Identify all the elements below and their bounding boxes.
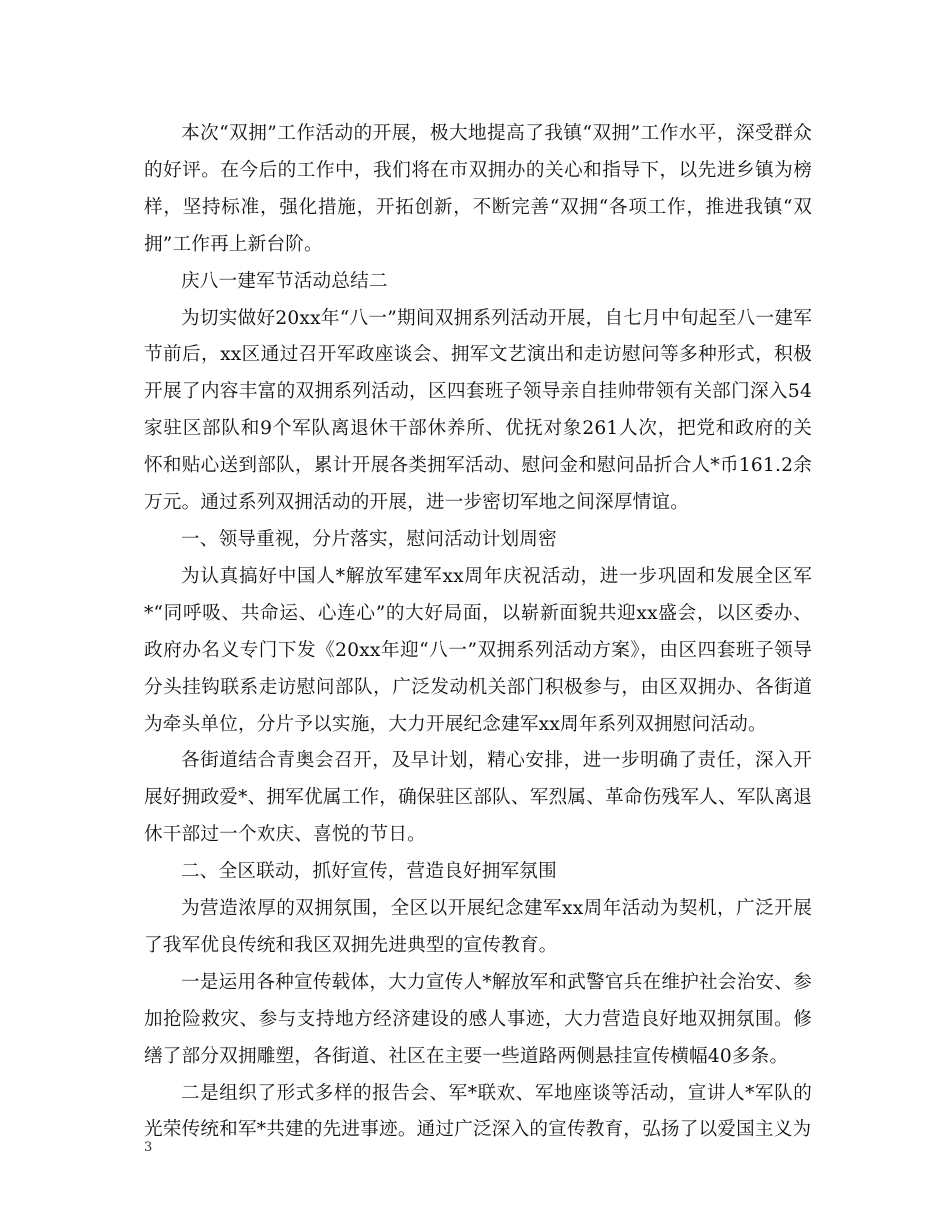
paragraph-5: 为认真搞好中国人*解放军建军xx周年庆祝活动，进一步巩固和发展全区军*“同呼吸、共命运、心连心”的大好局面，以崭新面貌共迎xx盛会，以区委办、政府办名义专门下发《20xx年迎“八一”双拥系列活动方案》，由区四套班子领导分头挂钩联系走访慰问部队，广泛发动机关部门积极参与，由区双拥办、各街道为牵头单位，分片予以实施，大力开展纪念建军xx周年系列双拥慰问活动。 — [144, 565, 812, 735]
page-number: 3 — [144, 1140, 153, 1155]
heading-two: 二、全区联动，抓好宣传，营造良好拥军氛围 — [181, 861, 557, 883]
paragraph-6: 各街道结合青奥会召开，及早计划，精心安排，进一步明确了责任，深入开展好拥政爱*、拥军优属工作，确保驻区部队、军烈属、革命伤残军人、军队离退休干部过一个欢庆、喜悦的节日。 — [144, 750, 812, 846]
paragraph-10: 二是组织了形式多样的报告会、军*联欢、军地座谈等活动，宣讲人*军队的光荣传统和军*共建的先进事迹。通过广泛深入的宣传教育，弘扬了以爱国主义为 — [144, 1082, 812, 1141]
document-body — [144, 116, 812, 1149]
paragraph-9: 一是运用各种宣传载体，大力宣传人*解放军和武警官兵在维护社会治安、参加抢险救灾、参与支持地方经济建设的感人事迹，大力营造良好地双拥氛围。修缮了部分双拥雕塑，各街道、社区在主要一些道路两侧悬挂宣传横幅40多条。 — [144, 971, 812, 1067]
heading-one: 一、领导重视，分片落实，慰问活动计划周密 — [181, 528, 557, 550]
section-title-2: 庆八一建军节活动总结二 — [181, 270, 388, 292]
paragraph-1: 本次“双拥”工作活动的开展，极大地提高了我镇“双拥”工作水平，深受群众的好评。在今后的工作中，我们将在市双拥办的关心和指导下，以先进乡镇为榜样，坚持标准，强化措施，开拓创新，不断完善“双拥“各项工作，推进我镇“双拥”工作再上新台阶。 — [144, 123, 812, 255]
paragraph-3: 为切实做好20xx年“八一”期间双拥系列活动开展，自七月中旬起至八一建军节前后，xx区通过召开军政座谈会、拥军文艺演出和走访慰问等多种形式，积极开展了内容丰富的双拥系列活动，区四套班子领导亲自挂帅带领有关部门深入54家驻区部队和9个军队离退休干部休养所、优抚对象261人次，把党和政府的关怀和贴心送到部队，累计开展各类拥军活动、慰问金和慰问品折合人*币161.2余万元。通过系列双拥活动的开展，进一步密切军地之间深厚情谊。 — [144, 307, 812, 514]
paragraph-8: 为营造浓厚的双拥氛围，全区以开展纪念建军xx周年活动为契机，广泛开展了我军优良传统和我区双拥先进典型的宣传教育。 — [144, 898, 812, 956]
